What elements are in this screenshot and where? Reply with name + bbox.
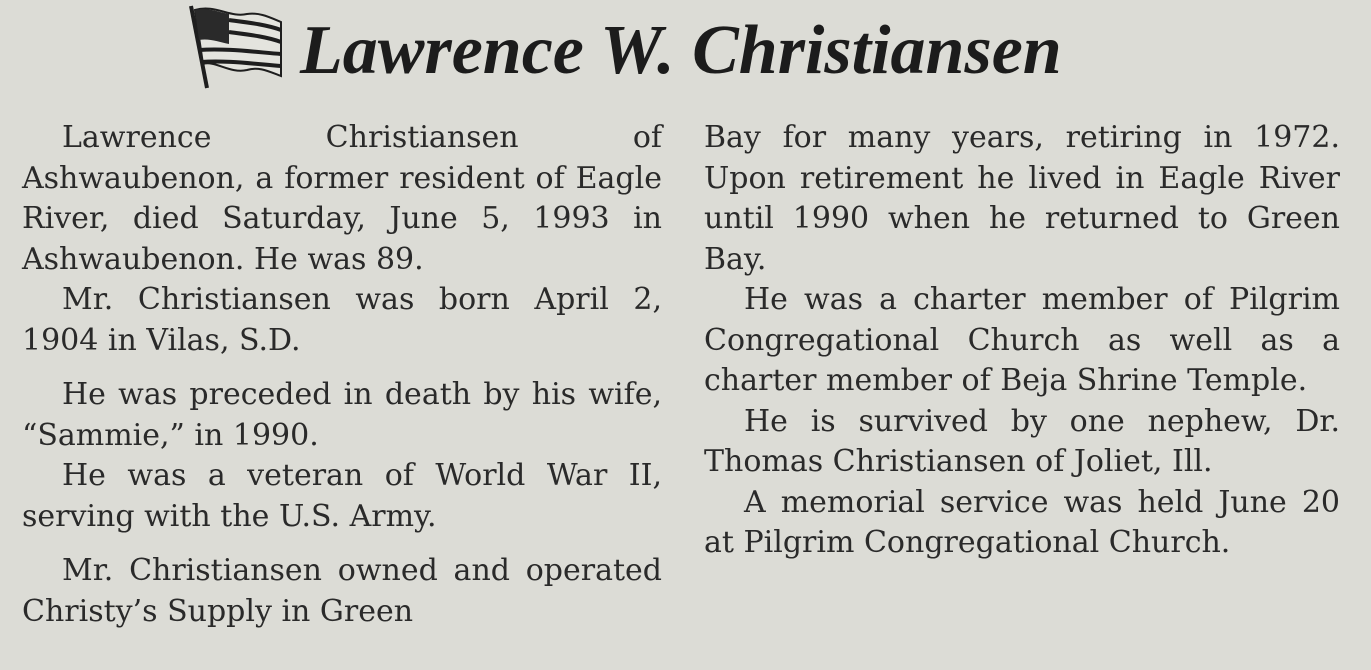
left-column: [22, 118, 662, 632]
right-column: [704, 118, 1340, 564]
american-flag-icon: [185, 4, 285, 90]
obituary-paragraph: He was preceded in death by his wife, “Sammie,” in 1990.: [22, 377, 662, 453]
obituary-paragraph: Mr. Christiansen owned and operated Christy’s Supply in Green: [22, 553, 662, 629]
obituary-paragraph: He is survived by one nephew, Dr. Thomas Christiansen of Joliet, Ill.: [704, 403, 1340, 479]
obituary-paragraph: He was a veteran of World War II, serving with the U.S. Army.: [22, 458, 662, 534]
obituary-paragraph: A memorial service was held June 20 at Pilgrim Congregational Church.: [704, 484, 1340, 560]
obituary-paragraph: Mr. Christiansen was born April 2, 1904 in Vilas, S.D.: [22, 282, 662, 358]
obituary-headline: Lawrence W. Christiansen: [300, 12, 1062, 89]
obituary-paragraph: Bay for many years, retiring in 1972. Upon retirement he lived in Eagle River until 1990 when he returned to Green Bay.: [704, 120, 1340, 277]
obituary-paragraph: Lawrence Christiansen of Ashwaubenon, a former resident of Eagle River, died Saturday, June 5, 1993 in Ashwaubenon. He was 89.: [22, 120, 662, 277]
obituary-paragraph: He was a charter member of Pilgrim Congregational Church as well as a charter member of Beja Shrine Temple.: [704, 282, 1340, 398]
